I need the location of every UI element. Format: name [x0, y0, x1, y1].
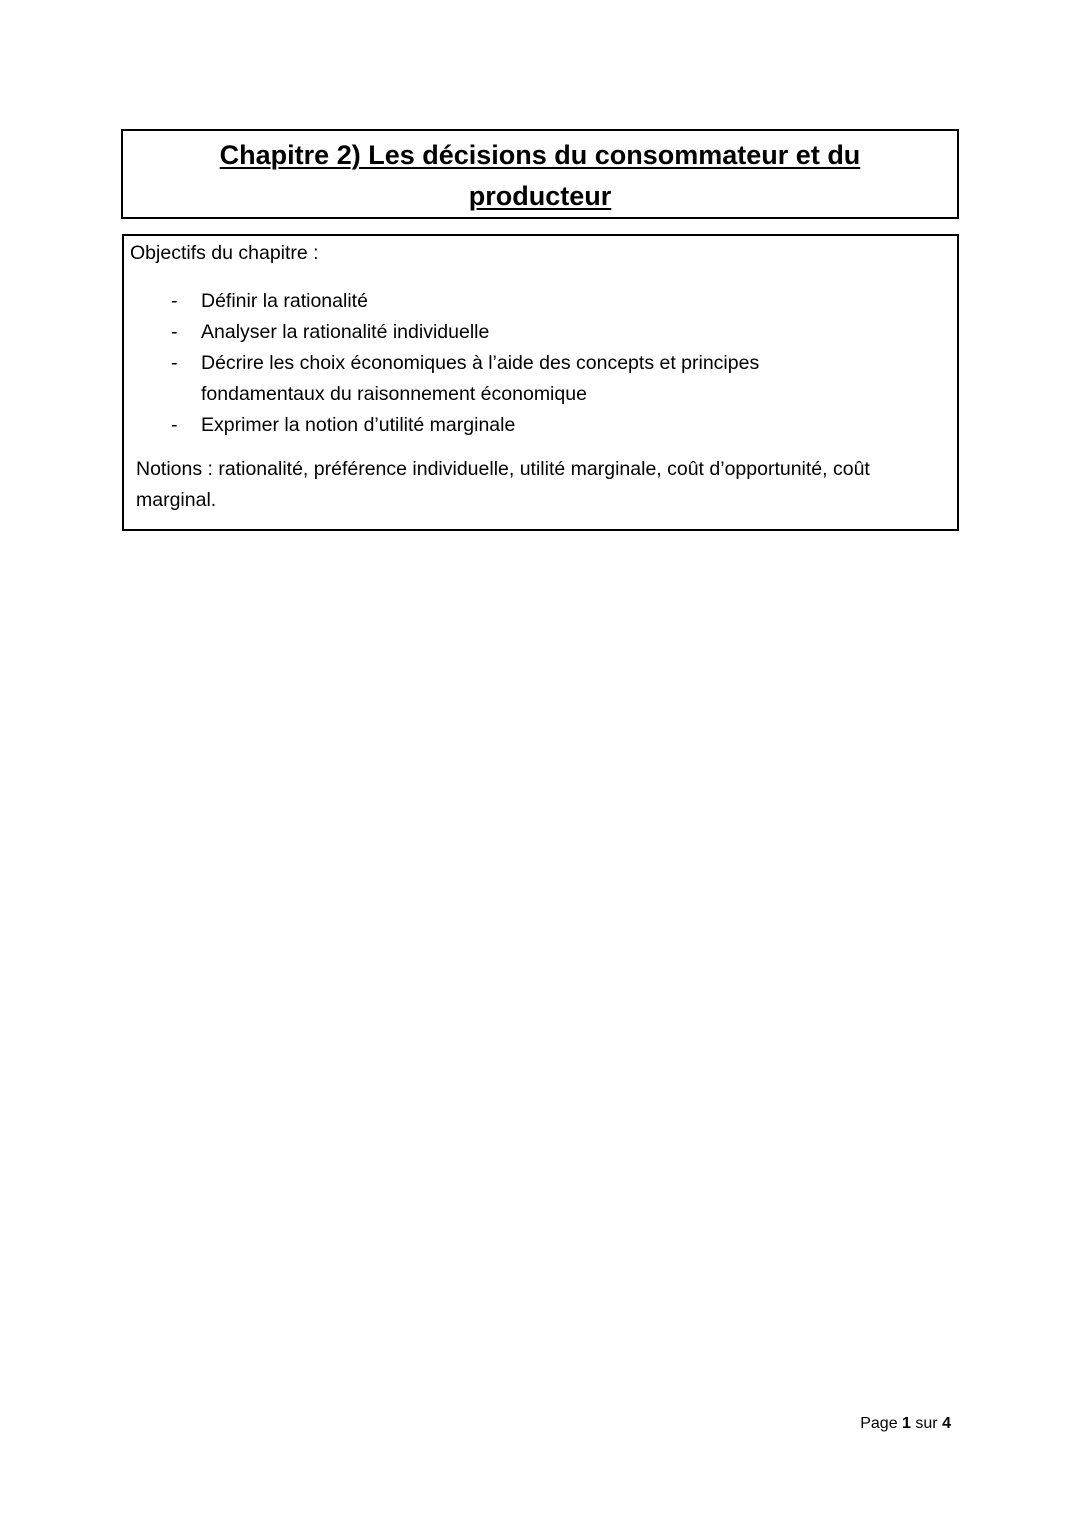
objectives-list	[124, 286, 957, 441]
list-item	[124, 410, 957, 441]
list-item	[124, 317, 957, 348]
bullet-dash: -	[171, 352, 178, 374]
objective-text: Exprimer la notion d’utilité marginale	[201, 414, 516, 436]
notions-text: Notions : rationalité, préférence individuelle, utilité marginale, coût d’opportunité, coût marginal.	[136, 458, 870, 511]
bullet-dash: -	[171, 290, 178, 312]
chapter-title	[123, 131, 957, 217]
objectives-heading: Objectifs du chapitre :	[130, 242, 319, 264]
bullet-dash: -	[171, 321, 178, 343]
chapter-title-box	[121, 129, 959, 219]
current-page-number: 1	[902, 1415, 911, 1432]
page-label: Page	[860, 1415, 898, 1432]
bullet-dash: -	[171, 414, 178, 436]
objective-text: Analyser la rationalité individuelle	[201, 321, 490, 343]
list-item	[124, 348, 957, 410]
objective-text: Décrire les choix économiques à l’aide des concepts et principes fondamentaux du raisonnement économique	[201, 352, 760, 405]
objectives-box	[122, 234, 959, 531]
total-pages-number: 4	[942, 1415, 951, 1432]
chapter-title-line-1: Chapitre 2) Les décisions du consommateur et du	[219, 140, 861, 170]
chapter-title-line-2: producteur	[468, 181, 612, 211]
list-item	[124, 286, 957, 317]
page-separator: sur	[915, 1415, 938, 1432]
page-footer	[820, 1413, 951, 1435]
objective-text: Définir la rationalité	[201, 290, 368, 312]
